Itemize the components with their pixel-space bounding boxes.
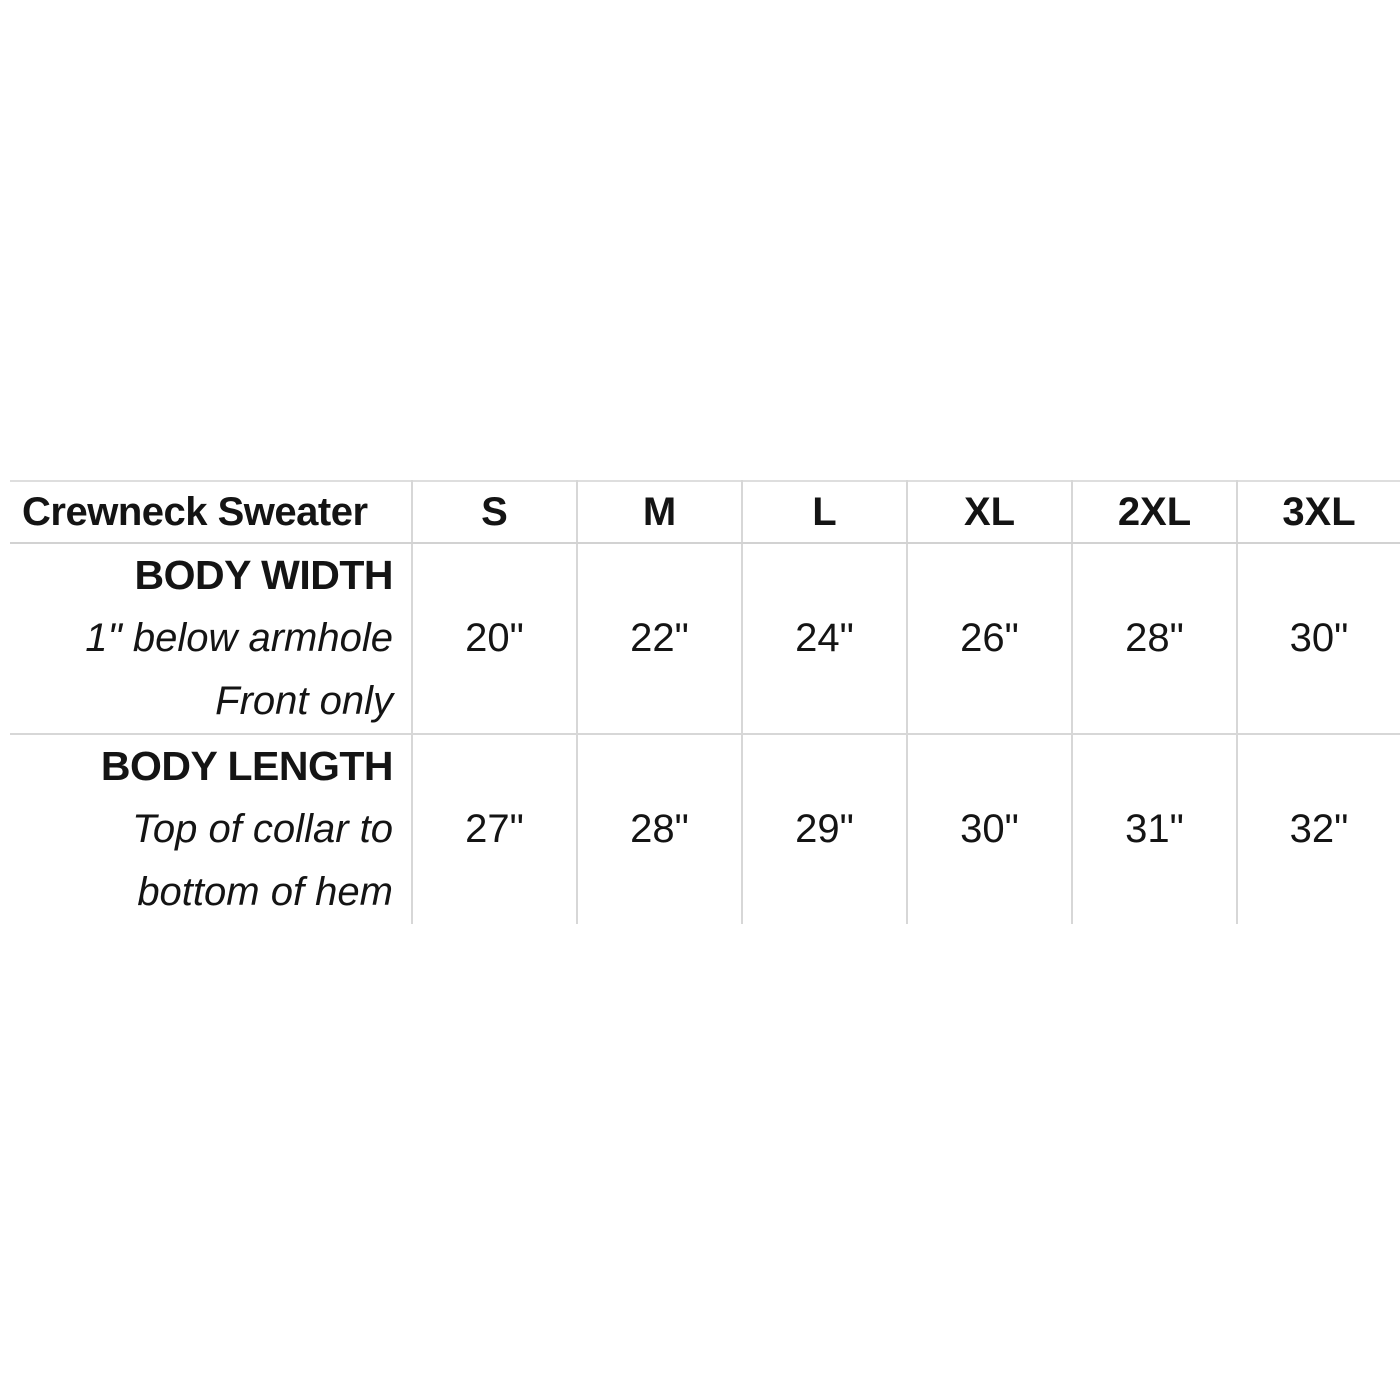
table-row-body-width	[10, 543, 1400, 734]
row-label-stack	[10, 735, 393, 924]
body-length-m: 28"	[577, 734, 742, 924]
size-chart-table	[10, 480, 1400, 924]
body-width-xl: 26"	[907, 543, 1072, 734]
row-title: BODY LENGTH	[100, 743, 393, 789]
row-note: 1" below armhole	[85, 616, 393, 660]
size-header-s: S	[412, 481, 577, 543]
body-length-2xl: 31"	[1072, 734, 1237, 924]
size-header-3xl: 3XL	[1237, 481, 1400, 543]
row-note: bottom of hem	[137, 870, 393, 914]
body-length-s: 27"	[412, 734, 577, 924]
body-width-l: 24"	[742, 543, 907, 734]
row-label-stack	[10, 544, 393, 733]
table-row-body-length	[10, 734, 1400, 924]
header-row	[10, 481, 1400, 543]
row-label-body-width	[10, 543, 412, 734]
body-width-2xl: 28"	[1072, 543, 1237, 734]
row-note: Front only	[215, 679, 393, 723]
body-length-xl: 30"	[907, 734, 1072, 924]
size-header-l: L	[742, 481, 907, 543]
body-length-l: 29"	[742, 734, 907, 924]
body-width-s: 20"	[412, 543, 577, 734]
body-length-3xl: 32"	[1237, 734, 1400, 924]
product-name-header: Crewneck Sweater	[10, 481, 412, 543]
size-header-xl: XL	[907, 481, 1072, 543]
body-width-m: 22"	[577, 543, 742, 734]
row-title: BODY WIDTH	[134, 552, 393, 598]
size-header-m: M	[577, 481, 742, 543]
row-note: Top of collar to	[132, 807, 393, 851]
size-header-2xl: 2XL	[1072, 481, 1237, 543]
body-width-3xl: 30"	[1237, 543, 1400, 734]
row-label-body-length	[10, 734, 412, 924]
